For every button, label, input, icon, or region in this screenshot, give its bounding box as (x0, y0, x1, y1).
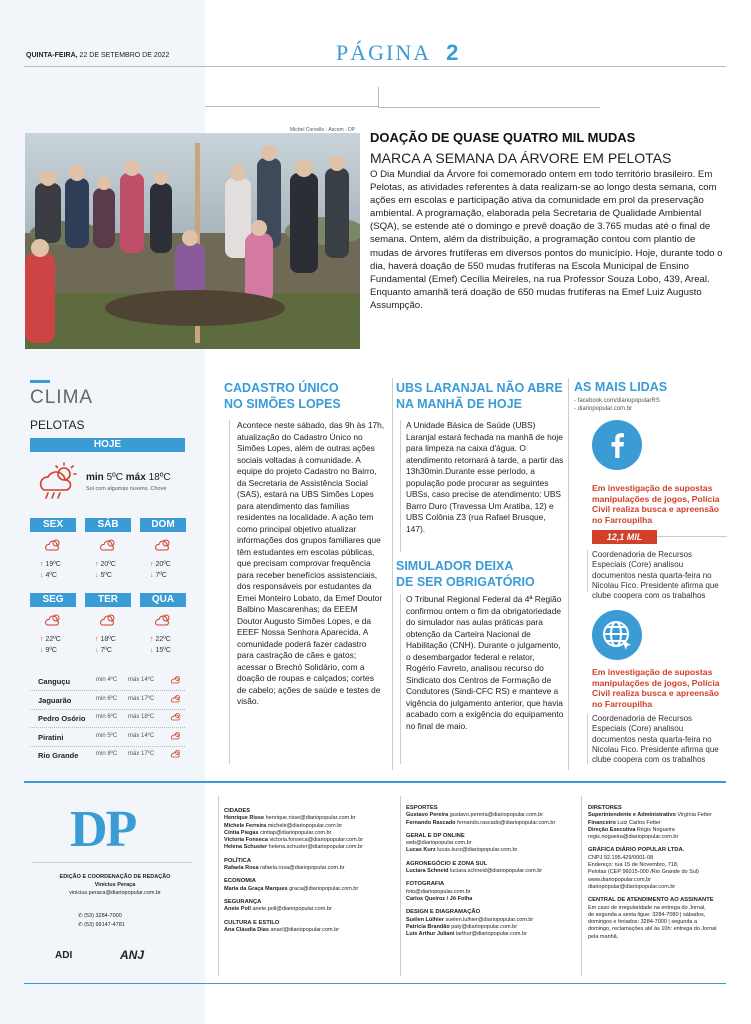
column-separator (392, 378, 393, 770)
city-max: máx 17ºC (128, 751, 155, 757)
staff-entry: Gustavo Pereira gustavo.pereira@diariopopular.com.br (406, 812, 544, 819)
arrow-up-icon: ↑ (40, 561, 44, 568)
footer-col-sep (218, 796, 219, 976)
staff-section-heading: ESPORTES (406, 805, 438, 811)
city-min: min 6ºC (96, 714, 118, 720)
arrow-down-icon: ↓ (95, 572, 99, 579)
info-line: de segunda a sexta ligue: 3284-7080 | sábados, (588, 911, 706, 918)
partly-cloudy-icon (170, 694, 182, 705)
staff-section-heading: ECONOMIA (224, 878, 256, 885)
staff-entry: Henrique Risse henrique.risse@diariopopular.com.br (224, 815, 356, 822)
staff-entry: Fernando Rascado fernando.rascado@diariopopular.com.br (406, 819, 556, 826)
today-temps: min 5ºC máx 18ºC (86, 472, 171, 483)
desc-rule (587, 550, 588, 592)
arrow-up-icon: ↑ (95, 636, 99, 643)
staff-entry: Direção Executiva Régis Nogueira (588, 826, 675, 833)
city-min: min 4ºC (96, 677, 118, 683)
city-max: máx 17ºC (128, 695, 155, 702)
partly-cloudy-icon (44, 613, 64, 632)
mais-lidas-headline-1[interactable]: Em investigação de supostas manipulações de jogos, Polícia Civil realiza busca e apreensão no Farroupilha (592, 483, 720, 525)
staff-entry: Carlos Queiroz / Jô Folha (406, 895, 473, 902)
staff-section-heading: CENTRAL DE ATENDIMENTO AO ASSINANTE (588, 897, 714, 904)
header-box-rule (205, 87, 379, 107)
column-rule (400, 420, 401, 552)
forecast-max: ↑ 20ºC (95, 561, 116, 568)
footer-logo-rule (32, 862, 192, 863)
city-min: min 8ºC (96, 751, 118, 757)
footer-col-sep (581, 796, 582, 976)
info-line: pela manhã. (588, 933, 619, 940)
city-min: min 6ºC (96, 695, 118, 702)
city-forecast-row (30, 733, 185, 743)
city-forecast-row (30, 751, 185, 761)
staff-entry: Michele Ferreira michele@diariopopular.com.br (224, 822, 343, 829)
today-label: HOJE (30, 438, 185, 452)
staff-entry: Maria da Graça Marques graca@diariopopular.com.br (224, 885, 359, 892)
footer-staff-col-2 (406, 805, 571, 938)
info-line: web@diariopopular.com.br (406, 840, 472, 847)
views-badge: 12,1 MIL (592, 530, 657, 544)
forecast-min: ↓ 15ºC (150, 647, 171, 654)
forecast-day-label: SEX (30, 518, 76, 532)
cadastro-headline: CADASTRO ÚNICO NO SIMÕES LOPES (224, 381, 341, 411)
whatsapp-icon: ✆ (78, 922, 83, 928)
staff-entry: Suélen Lúlhier suelen.lulhier@diariopopular.com.br (406, 916, 534, 923)
sun-cloud-rain-icon (36, 462, 80, 507)
forecast-day-label: TER (85, 593, 131, 607)
forecast-max: ↑ 19ºC (40, 561, 61, 568)
staff-section-heading: CIDADES (224, 808, 251, 814)
photo-credit: Michel Corvello - Ascom - DP (290, 127, 356, 133)
arrow-up-icon: ↑ (150, 561, 154, 568)
info-line: www.diariopopular.com.br (588, 876, 651, 883)
staff-entry: Financeiro Luiz Carlos Fetter (588, 819, 661, 826)
forecast-day-label: DOM (140, 518, 186, 532)
editorial-credit: EDIÇÃO E COORDENAÇÃO DE REDAÇÃO Vinícius Peraça vinicius.peraca@diariopopular.com.br (59, 874, 171, 896)
staff-section-heading: GERAL E DP ONLINE (406, 832, 465, 839)
mais-lidas-headline-2[interactable]: Em investigação de supostas manipulações de jogos, Polícia Civil realiza busca e apreensão no Farroupilha (592, 667, 720, 709)
forecast-min: ↓ 9ºC (40, 647, 57, 654)
arrow-down-icon: ↓ (95, 647, 99, 654)
dotted-divider (30, 727, 185, 728)
city-forecast-row (30, 714, 185, 724)
info-line: diariopopular@diariopopular.com.br (588, 883, 676, 890)
partly-cloudy-icon (154, 538, 174, 557)
info-line: Endereço: rua 15 de Novembro, 718, (588, 862, 679, 869)
staff-entry: Helena Schuster helena.schuster@diariopopular.com.br (224, 844, 363, 851)
city-name: Piratini (38, 732, 64, 742)
staff-section-heading: POLÍTICA (224, 857, 252, 864)
ubs-body: A Unidade Básica de Saúde (UBS) Laranjal estará fechada na manhã de hoje para limpeza na caixa d'água. O atendimento retornará à tarde, a partir das 13h30min.Durante esse período, a população pode procurar as seguintes UBSs, caso precise de atendimento: UBS Barro Duro (Travessa Um Aratiba, 12) e UBS Colônia Z3 (rua Rafael Brusque, 147). (406, 420, 564, 534)
staff-entry: Cíntia Piegas cintiap@diariopopular.com.br (224, 829, 332, 836)
staff-section-heading: DESIGN E DIAGRAMAÇÃO (406, 909, 481, 916)
facebook-link[interactable]: - facebook.com/diariopopularRS (574, 398, 660, 404)
staff-section-heading: GRÁFICA DIÁRIO POPULAR LTDA. (588, 847, 685, 854)
column-rule (400, 594, 401, 764)
simulador-body: O Tribunal Regional Federal da 4ª Região confirmou ontem o fim da obrigatoriedade do simulador nas aulas práticas para obtenção da Carteira Nacional de Habilitação (CNH). Durante o julgamento, o desembargador federal e relator, Rogério Favreto, analisou recurso do Sindicato dos Centros de Formação de Condutores (Sindi-CFC RS) e manteve a vigência do julgamento anterior, que havia acabado com a exigência do equipamento no final de maio. (406, 594, 564, 731)
arrow-down-icon: ↓ (150, 647, 154, 654)
lead-body: O Dia Mundial da Árvore foi comemorado ontem em todo território brasileiro. Em Pelotas, as atividades referentes à data realizam-se ao longo desta semana, com ações em escolas e participação ativa da comunidade em prol da preservação ambiental. A programação, elaborada pela Secretaria de Qualidade Ambiental (SQA), se estende até o domingo e prevê doação de 3.765 mudas até o final de semana. Ontem, além da distribuição, a programação contou com plantio de mudas de árvores frutíferas em diversos pontos do município. Hoje, durante todo o dia, haverá doação de 550 mudas frutíferas na Escola Municipal de Ensino Fundamental (Emef) Cecília Meireles, na rua Professor Souza Lobo, 439, Areal. Enquanto amanhã terá doação de 650 mudas frutíferas na Emef Luiz Augusto Assumpção. (370, 169, 723, 311)
anj-logo: ANJ (120, 948, 145, 962)
city-forecast-row (30, 677, 185, 687)
page-number-title: PÁGINA 2 (336, 40, 459, 65)
partly-cloudy-icon (99, 613, 119, 632)
contact-phones: ✆ (53) 3284-7000 ✆ (53) 99147-4781 (78, 913, 125, 928)
staff-entry: Victoria Fonseca victoria.fonseca@diariopopular.com.br (224, 837, 364, 844)
badge-rule (657, 536, 727, 537)
mais-lidas-desc-1: Coordenadoria de Recursos Especiais (Core) analisou documentos nesta quarta-feira no Nicolau Fico. Presidente afirma que clube coopera com os trabalhos (592, 550, 719, 601)
lead-subheadline: MARCA A SEMANA DA ÁRVORE EM PELOTAS (370, 150, 672, 166)
city-max: máx 18ºC (128, 714, 155, 720)
forecast-day-label: SÁB (85, 518, 131, 532)
clima-accent-bar (30, 380, 50, 383)
forecast-max: ↑ 22ºC (40, 636, 61, 643)
partly-cloudy-icon (99, 538, 119, 557)
cadastro-body: Acontece neste sábado, das 9h às 17h, atualização do Cadastro Único no Simões Lopes, além de outras ações sociais voltadas à comunidade. A equipe do projeto Cadastro no Bairro, da Secretaria de Assistência Social (SAS), estará na UBS Simões Lopes para atendimento das famílias residentes na localidade. A ação tem como principal objetivo atualizar informações dos grupos familiares que têm estudantes em escolas públicas, que precisam comprovar frequência para receber benefícios assistenciais, dos responsáveis por estudantes da Emei Monteiro Lobato, da Emef Doutor Balbino Mascarenhas; da EEEM Doutor Augusto Simões Lopes, e da EEEF Nossa Senhora Aparecida. A comunidade poderá fazer cadastro para castração de cães e gatos; acessar o Brechó Solidário, com a doação de roupas e calçados; cortes de cabelo; ações de saúde e testes de visão. (237, 420, 385, 706)
arrow-up-icon: ↑ (40, 636, 44, 643)
forecast-min: ↓ 4ºC (40, 572, 57, 579)
footer-col-sep (400, 796, 401, 976)
phone-icon: ✆ (78, 913, 83, 919)
staff-section-heading: AGRONEGÓCIO E ZONA SUL (406, 860, 488, 867)
staff-entry: Anete Poll anete.poll@diariopopular.com.br (224, 906, 332, 913)
city-name: Pedro Osório (38, 714, 86, 723)
mais-lidas-desc-2: Coordenadoria de Recursos Especiais (Core) analisou documentos nesta quarta-feira no Nicolau Fico. Presidente afirma que clube coopera com os trabalhos (592, 714, 719, 765)
today-description: Sol com algumas nuvens. Chove (86, 486, 167, 492)
partly-cloudy-icon (154, 613, 174, 632)
footer-staff-col-1 (224, 808, 394, 934)
mais-lidas-title: AS MAIS LIDAS (574, 380, 668, 394)
arrow-up-icon: ↑ (95, 561, 99, 568)
city-max: máx 14ºC (128, 732, 155, 739)
partly-cloudy-icon (44, 538, 64, 557)
forecast-max: ↑ 18ºC (95, 636, 116, 643)
info-line: domingos e feriados: 3284-7000 | segunda a (588, 919, 698, 926)
info-line: foto@diariopopular.com.br (406, 888, 471, 895)
dotted-divider (30, 709, 185, 710)
city-forecast-row (30, 696, 185, 706)
lead-photo (25, 133, 360, 349)
info-line: domingo, reclamações até às 10h: entrega do Jornal (588, 926, 717, 933)
staff-entry: Superintendente e Administrativo Virgínia Fetter (588, 812, 712, 819)
globe-web-icon (592, 610, 642, 660)
dotted-divider (30, 746, 185, 747)
partly-cloudy-icon (170, 749, 182, 760)
city-max: máx 14ºC (128, 677, 155, 683)
info-line: Pelotas (CEP 96015-000 /Rio Grande do Sul) (588, 869, 699, 876)
forecast-day-label: SEG (30, 593, 76, 607)
arrow-up-icon: ↑ (150, 636, 154, 643)
column-separator (568, 378, 569, 770)
ubs-headline: UBS LARANJAL NÃO ABRE NA MANHÃ DE HOJE (396, 381, 563, 411)
city-name: Jaguarão (38, 695, 72, 705)
footer-rule (24, 781, 726, 783)
info-line: Em caso de irregularidade na entrega do Jornal, (588, 904, 706, 911)
staff-section-heading: SEGURANÇA (224, 898, 262, 905)
clima-title: CLIMA (30, 387, 94, 408)
dotted-divider (30, 690, 185, 691)
partly-cloudy-icon (170, 712, 182, 723)
info-line: CNPJ 92.195.429/0001-08 (588, 854, 654, 861)
mais-lidas-sources (574, 397, 660, 413)
simulador-headline: SIMULADOR DEIXA DE SER OBRIGATÓRIO (396, 559, 535, 589)
arrow-down-icon: ↓ (40, 647, 44, 654)
staff-section-heading: FOTOGRAFIA (406, 881, 445, 888)
adi-logo: ADI (55, 950, 73, 961)
clima-city: PELOTAS (30, 418, 85, 432)
footer-bottom-rule (24, 983, 726, 984)
staff-section-heading: DIRETORES (588, 805, 622, 811)
forecast-day-label: QUA (140, 593, 186, 607)
staff-entry: Patrícia Brandão paty@diariopopular.com.br (406, 923, 518, 930)
staff-section-heading: CULTURA E ESTILO (224, 919, 280, 926)
arrow-down-icon: ↓ (150, 572, 154, 579)
city-name: Canguçu (38, 677, 71, 686)
header-rule (24, 66, 726, 67)
partly-cloudy-icon (170, 731, 182, 742)
staff-entry: Lucas Kurz lucas.kurz@diariopopular.com.br (406, 847, 518, 854)
header-rule-2 (378, 107, 600, 108)
site-link[interactable]: - diariopopular.com.br (574, 406, 633, 412)
forecast-min: ↓ 7ºC (95, 647, 112, 654)
forecast-min: ↓ 7ºC (150, 572, 167, 579)
desc-rule (587, 714, 588, 764)
staff-entry: Luís Arthur Juliani larthur@diariopopular.com.br (406, 931, 527, 938)
forecast-max: ↑ 20ºC (150, 561, 171, 568)
staff-entry: Ana Cláudia Dias anacl@diariopopular.com.br (224, 926, 340, 933)
city-name: Rio Grande (38, 751, 79, 760)
info-line: regis.nogueira@diariopopular.com.br (588, 834, 679, 841)
lead-headline: DOAÇÃO DE QUASE QUATRO MIL MUDAS (370, 130, 636, 145)
staff-entry: Luciara Schneid luciara.schneid@diariopopular.com.br (406, 868, 543, 875)
dp-logo: DP (70, 801, 136, 858)
city-min: min 5ºC (96, 732, 118, 739)
facebook-icon (592, 420, 642, 470)
partly-cloudy-icon (170, 675, 182, 686)
staff-entry: Rafaela Rosa rafaela.rosa@diariopopular.com.br (224, 865, 345, 872)
forecast-min: ↓ 5ºC (95, 572, 112, 579)
column-rule (229, 420, 230, 764)
footer-info-col (588, 805, 728, 941)
header-date: QUINTA-FEIRA, 22 DE SETEMBRO DE 2022 (26, 52, 170, 59)
arrow-down-icon: ↓ (40, 572, 44, 579)
forecast-max: ↑ 22ºC (150, 636, 171, 643)
